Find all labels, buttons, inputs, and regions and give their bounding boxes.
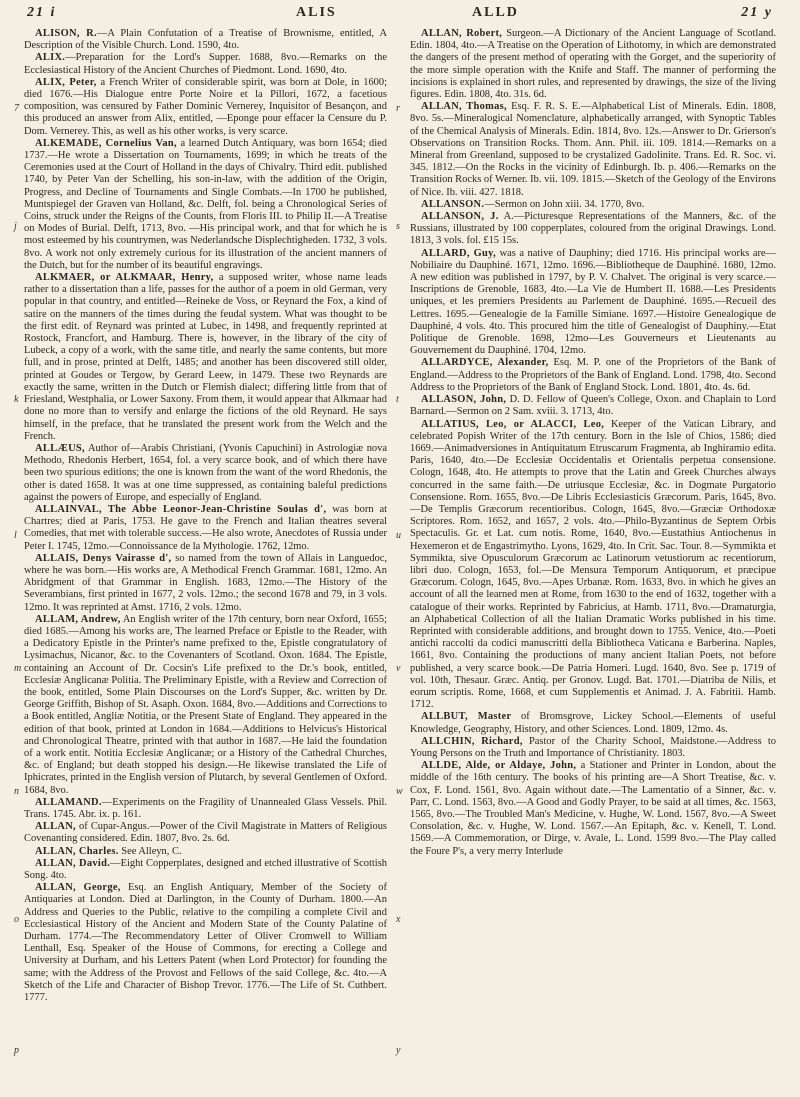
margin-mark: x (396, 914, 401, 925)
entry-text: D. D. Fellow of Queen's College, Oxon. and Chaplain to Lord Barnard.—Sermon on 2 Sam. xviii. 3. 1713, 4to. (410, 394, 776, 418)
dictionary-entry (410, 199, 776, 211)
entry-headword: ALLAN, Robert, (421, 28, 503, 39)
entry-headword: ALISON, R. (35, 28, 97, 39)
entry-headword: ALIX, Peter, (35, 76, 97, 88)
entry-headword: ALLAM, Andrew, (35, 613, 121, 625)
entry-text: a learned Dutch Antiquary, was born 1654; died 1737.—He wrote a Dissertation on Tournaments, 1699; in which he treats of the Ceremonies used at the Court of Holland in the days of Chivalry. Third edit. published 1740, by Peter Van der Schelling, his son-in-law, with the addition of the Origin, Progress, and Decline of Tournaments and Single Combats.—In 1700 he published, Muntspiegel der Graven van Holland, &c. Delft, fol. being a Chronological Series of Coins, struck under the Reigns of the Counts, from Floris III. to Philip II.—A Treatise on Modes of Burial. Delft, 1713, 8vo. —His principal work, and that for which he is most esteemed by his countrymen, was Nederlandsche Displechtigheden. 1732, 3 vols. 8vo. A work not only extremely curious for its illustration of the ancient manners of the Dutch, but for the number of its beautiful engravings. (24, 137, 387, 271)
dictionary-entry (410, 394, 776, 418)
dictionary-entry (24, 443, 387, 504)
margin-mark: n (14, 786, 19, 797)
margin-mark: t (396, 394, 399, 405)
dictionary-entry (24, 28, 387, 52)
entry-headword: ALLÆUS, (35, 442, 85, 454)
entry-headword: ALLAINVAL, The Abbe Leonor-Jean-Christine Soulas d', (35, 503, 327, 515)
margin-mark: s (396, 221, 400, 232)
entry-text: of Cupar-Angus.—Power of the Civil Magistrate in Matters of Religious Covenanting considered. Edin. 1807, 8vo. 2s. 6d. (24, 821, 387, 845)
entry-headword: ALLAIS, Denys Vairasse d', (35, 552, 172, 564)
dictionary-entry (410, 211, 776, 248)
dictionary-entry (410, 419, 776, 712)
entry-text: Author of—Arabis Christiani, (Yvonis Capuchini) in Astrologiæ nova Methodo, Rhedonis Herbert, 1654, fol. a very scarce book, and of which there have been two spurious editions; the one is known from the want of the word Rhedonis, the other is dated 1658. It was at one time suppressed, as containing baleful predictions against the powers of Europe, and especially of England. (24, 442, 387, 503)
entry-headword: ALLARDYCE, Alexander, (421, 357, 549, 369)
entry-text: —Preparation for the Lord's Supper. 1688, 8vo.—Remarks on the Ecclesiastical History of the Ancient Churches of Piedmont. Lond. 1690, 4to. (24, 52, 387, 76)
margin-mark: r (396, 103, 400, 114)
entry-text: A.—Picturesque Representations of the Manners, &c. of the Russians, illustrated by 100 copperplates, coloured from the original Drawings. Lond. 1813, 3 vols. fol. £15 15s. (410, 211, 776, 247)
entry-text: —Sermon on John xiii. 34. 1770, 8vo. (484, 198, 645, 210)
entry-text: An English writer of the 17th century, born near Oxford, 1655; died 1685.—Among his works are, The learned Preface or Epistle to the Reader, with a Dedicatory Epistle in the Printer's name prefixed to the, Epistle congratulatory of Lysimachus, Nicanor, &c. to the Covenanters of Scotland. Oxon. 1684. The Epistle, containing an Account of Dr. Cocsin's Life prefixed to the Dr.'s book, entitled, Ecclesiæ Anglicanæ Politia. The Preliminary Epistle, with a Review and Correction of the book, entitled, Some Plain Discourses on the Lord's Supper, &c. written by Dr. George Griffith, Bishop of St. Asaph. Oxon. 1684, 8vo.—Additions and Corrections to a Book entitled, Angliæ Notitia, or the Present State of England. They appeared in the edition of that book, printed at London in 1684.—Additions to Helvicus's Historical and Chronological Theatre, printed with that author in 1687.—He laid the foundation of a work entit. Notitia Ecclesiæ Anglicanæ; or a History of the Cathedral Churches, &c. of England; but death stopped his design.—He likewise translated the Life of Iphicrates, printed in the English version of Plutarch, by several Gentlemen of Oxford. 1684, 8vo. (24, 613, 387, 796)
entry-text: —Experiments on the Fragility of Unannealed Glass Vessels. Phil. Trans. 1745. Abr. ix. p. 161. (24, 796, 387, 820)
dictionary-entry (24, 553, 387, 614)
entry-text: Esq. an English Antiquary, Member of the Society of Antiquaries at London. Died at Darlington, in the County of Durham. 1800.—An Address and Queries to the Public, relative to the compiling a complete Civil and Ecclesiastical History of the Ancient and Modern State of the County Palatine of Durham. 1774.—The Recommendatory Letter of Oliver Cromwell to William Lenthall, Esq. Speaker of the House of Commons, for erecting a College and University at Durham, and his Letters Patent (when Lord Protector) for founding the same; with the Address of the Provost and Fellows of the said College, &c. 4to.—A Sketch of the Life and Character of Bishop Trevor. 1776.—The Life of St. Cuthbert. 1777. (24, 882, 387, 1004)
running-headword-right: ALLD (472, 5, 519, 20)
right-column (410, 28, 776, 1090)
margin-mark: u (396, 530, 401, 541)
entry-headword: ALLASON, John, (421, 394, 507, 406)
entry-headword: ALLBUT, Master (421, 711, 512, 723)
dictionary-entry (24, 797, 387, 821)
entry-text: Esq. F. R. S. E.—Alphabetical List of Minerals. Edin. 1808, 8vo. 5s.—Mineralogical Nomenclature, alphabetically arranged, with Synoptic Tables of the Chemical Analysis of Minerals. Edin. 1814, 8vo. 12s.—Answer to Dr. Grierson's Observations on Transition Rocks. Thom. Ann. Phil. iii. 109. 1814.—Remarks on a Mineral from Greenland, supposed to be crystalized Gadolinite. Trans. Ed. R. Soc. vi. 345. 1812.—On the Rocks in the vicinity of Edinburgh. Ib. p. 406.—Remarks on the Transition Rocks of Werner. Ib. vii. 109. 1815.—Sketch of the Geology of the Environs of Nice. Ib. viii. 427. 1818. (410, 101, 776, 198)
dictionary-entry (24, 846, 387, 858)
margin-mark: p (14, 1045, 19, 1056)
dictionary-entry (410, 101, 776, 199)
dictionary-entry (24, 52, 387, 76)
margin-mark: k (14, 394, 19, 405)
dictionary-entry (410, 248, 776, 358)
entry-headword: ALKMAER, or ALKMAAR, Henry, (35, 272, 214, 284)
margin-mark: 7 (14, 103, 19, 114)
margin-mark: o (14, 914, 19, 925)
entry-text: was a native of Dauphiny; died 1716. His principal works are—Nobiliaire du Dauphiné. 1671, 12mo. 1696.—Bibliotheque de Dauphiné. 1680, 12mo. A new edition was published in 1797, by P. V. Chalvet. The original is very scarce.—Inscriptions de Grenoble, 1683, 4to.—La Vie de Humbert II. 1688.—Les Presidents uniques, et les premiers Presidents au Parlement de Dauphiné. 1695.—Recueil des Lettres. 1695.—Genealogie de la Famille Simiane. 1697.—Histoire Genealogique de Dauphiné, 4 vols. 4to. This procured him the title of Genealogist of Dauphiny.—Etat Politique de Grenoble. 1698, 12mo—Les Gouverneurs et Lieutenants au Gouvernement du Dauphiné. 1704, 12mo. (410, 247, 776, 357)
page-number-left: 21 i (27, 5, 57, 20)
entry-text: —Eight Copperplates, designed and etched illustrative of Scottish Song. 4to. (24, 857, 387, 882)
running-headword-left: ALIS (296, 5, 337, 20)
entry-headword: ALLDE, Alde, or Aldaye, John, (421, 760, 577, 772)
dictionary-entry (24, 821, 387, 845)
dictionary-entry (24, 882, 387, 1004)
entry-text: a supposed writer, whose name leads rather to a dissertation than a life, passes for the author of a poem in old German, very popular in that country, and entitled—Reineke de Voss, or Reynard the Fox, a kind of satire on the manners of the times during the feudal system. What was thought to be the first edit. of Reynard was printed at Lubec, in 1498, and frequently reprinted at Rostock, Francfort, and Hamburg. There is, however, in the library of the city of Lubeck, a copy of a work, with the same title, and nearly the same contents, but more full, and in prose, printed at Delft, 1485; and another has been discovered still older, printed at Goudes or Tergow, by Gerard Leew, in 1479. These two Reynards are exactly the same, written in the Dutch or Flemish dialect; differing little from that of Friesland, Westphalia, or Lower Saxony. From them, it would appear that Alkmaar had done no more than to versify and enlarge the fictions of the old Reynard. He says himself, in the preface, that he translated the present work from the Welch and the French. (24, 272, 387, 442)
dictionary-entry (24, 614, 387, 797)
margin-mark: w (396, 786, 403, 797)
margin-mark: v (396, 663, 401, 674)
dictionary-entry (410, 711, 776, 735)
entry-headword: ALLCHIN, Richard, (421, 735, 523, 747)
page-number-right: 21 y (741, 5, 773, 20)
margin-mark: l (14, 530, 17, 541)
entry-headword: ALLAN, (35, 821, 76, 833)
entry-headword: ALLAN, David. (35, 857, 111, 869)
dictionary-entry (410, 357, 776, 394)
dictionary-entry (24, 138, 387, 272)
margin-mark: m (14, 663, 22, 674)
entry-text: a Stationer and Printer in London, about the middle of the 16th century. The books of his printing are—A Short Treatise, &c. v. Cox, F. Lond. 1561, 8vo. Again without date.—The Lamentatio of a Sinner, &c. v. Parr, C. Lond. 1563, 8vo.—A Good and Godly Prayer, to be said at all times, &c. 1563, 1565, 8vo.—The Troubled Man's Medicine, v. Hughe, W. Lond. 1567, 8vo.—A Sweet Consolation, &c. v. Hughe, W. Lond. 1567.—An Epitaph, &c. v. Kenell, T. Lond. 1569.—A Commemoration, or Dirge, v. Avale, L. Lond. 1599 8vo.—The Play called the Foure P's, a very merry Interlude (410, 760, 776, 857)
entry-text: was born at Chartres; died at Paris, 1753. He gave to the French and Italian theatres several Comedies, that met with tolerable success.—He also wrote, Anecdotes of Russia under Peter I. 1745, 12mo.—Connoissance de la Mythologie. 1762, 12mo. (24, 503, 387, 552)
dictionary-entry (24, 77, 387, 138)
dictionary-entry (24, 858, 387, 882)
entry-headword: ALKEMADE, Cornelius Van, (35, 137, 177, 149)
entry-headword: ALLAN, Charles. (35, 845, 119, 857)
dictionary-entry (24, 272, 387, 443)
entry-headword: ALLAN, George, (35, 882, 121, 894)
dictionary-entry (410, 736, 776, 760)
entry-headword: ALLAN, Thomas, (421, 101, 507, 113)
entry-text: so named from the town of Allais in Languedoc, where he was born.—His works are, A Methodical French Grammar. 1681, 12mo. An Abridgment of that Grammar in English. 1683, 12mo.—The History of the Severambians, first printed in 1677, 2 vols. 12mo.; the second 1678 and 79, in 3 vols. 12mo. It was reprinted at Amst. 1716, 2 vols. 12mo. (24, 552, 387, 613)
dictionary-entry (24, 504, 387, 553)
entry-text: Keeper of the Vatican Library, and celebrated Popish Writer of the 17th century. Born in the Isle of Chios, 1586; died 1669.—Animadversiones in Antiquitatum Etruscarum Fragmenta, ab Inghiramio edita. Paris, 1640, 4to.—De Ecclesiæ Occidentalis et Orientalis perpetua consensione. Cologn, 1648, 4to. He attempts to prove that the Latin and Greek Churches always concurred in the same faith.—De utriusque Ecclesiæ, &c. in Dogmate Purgatorio Consensione. Rom. 1655, 8vo.—De Libris Ecclesiasticis Græcorum. Paris, 1645, 8vo.—De Templis Græcorum recentioribus. Cologn, 1645, 8vo.—Græciæ Orthodoxæ Scriptores. Rom. 1652, and 1657, 2 vols. 4to.—Philo-Byzantinus de Septem Orbis Spectaculis. Gr. et Lat. cum notis. Rome, 1640, 8vo.—Eustathius Antiochenus in Hexemeron et de Engastrimytho. Lyons, 1629, 4to. In Crit. Sac. Tour. 8.—Symmikta et Symmikta, sive Opusculorum Græcorum ac Latinorum vetustiorum ac recentiorum, libri duo. Cologn, 1653, fol.—De Mensura Temporum Antiquorum, et præcipue Græcorum. Cologn, 1645, 8vo.—Apes Urbanæ. Rom. 1633, 8vo. in which he gives an account of all the learned men at Rome, from 1630 to the end of 1632, together with a catalogue of their works. Reprinted by Fabricius, at Hamb. 1711, 8vo.—Dramaturgia, an Alphabetical Collection of all the Italian Dramatic Works published in his time. Reprinted with considerable additions, and brought down to 1755. Venice, 4to.—Poeti antichi raccolti da codici manuscritti della Bibliotheca Vaticana e Barberina. Naples, 1661, 8vo. Containing the productions of many ancient Italian Poets, not before published, a very scarce book.—De Patria Homeri. Lugd. 1640, 8vo. See p. 1719 of vol. 10th, Thesaur. Græc. Antiq. per Gronov. Lugd. Bat. 1701.—Diatriba de Nilis, et eorum scriptis. Rome, 1668, et cum Supplementis et Animad. J. A. Fabritii. Hamb. 1712. (410, 418, 776, 711)
margin-mark: j (14, 221, 17, 232)
entry-text: Surgeon.—A Dictionary of the Ancient Language of Scotland. Edin. 1804, 4to.—A Treatise on the Operation of Lithotomy, in which are demonstrated the dangers of the present method of operating with the Gorget, and the superiority of the more simple operation with the Knife and Staff. The manner of performing the incisions is explained in short rules, and represented by drawings, the size of the living figures. Edin. 1808, 4to. 31s. 6d. (410, 28, 776, 101)
entry-text: —A Plain Confutation of a Treatise of Brownisme, entitled, A Description of the Visible Church. Lond. 1590, 4to. (24, 28, 387, 52)
entry-text: of Bromsgrove, Lickey School.—Elements of useful Knowledge, Geography, History, and other Sciences. Lond. 1809, 12mo. 4s. (410, 711, 776, 735)
entry-headword: ALLANSON, J. (421, 211, 499, 223)
entry-text: Esq. M. P. one of the Proprietors of the Bank of England.—Address to the Proprietors of the Bank of England. Lond. 1798, 4to. Second Address to the Proprietors of the Bank of England Stock. Lond. 1801, 4to. 4s. 6d. (410, 357, 776, 393)
entry-headword: ALLANSON. (421, 198, 485, 210)
margin-mark: y (396, 1045, 401, 1056)
entry-text: Pastor of the Charity School, Maidstone.—Address to Young Persons on the Truth and Importance of Christianity. 1803. (410, 735, 776, 759)
entry-headword: ALLATIUS, Leo, or ALACCI, Leo, (421, 418, 605, 430)
left-column (24, 28, 387, 1090)
entry-text: See Alleyn, C. (121, 845, 182, 857)
running-header (0, 5, 800, 25)
entry-headword: ALIX. (35, 52, 66, 64)
entry-headword: ALLARD, Guy, (421, 247, 497, 259)
dictionary-entry (410, 28, 776, 101)
entry-text: a French Writer of considerable spirit, was born at Dole, in 1600; died 1676.—His Dialogue entre Porte Noire et la Pillori, 1672, a facetious composition, was censured by Father Dominic Vernerey, Inquisitor of Besançon, and this produced an answer from Alix, entitled, —Eponge pour effacer la Censure du P. Dom. Vernerey. This, as well as his other works, is very scarce. (24, 76, 387, 137)
dictionary-entry (410, 760, 776, 858)
entry-headword: ALLAMAND. (35, 796, 102, 808)
